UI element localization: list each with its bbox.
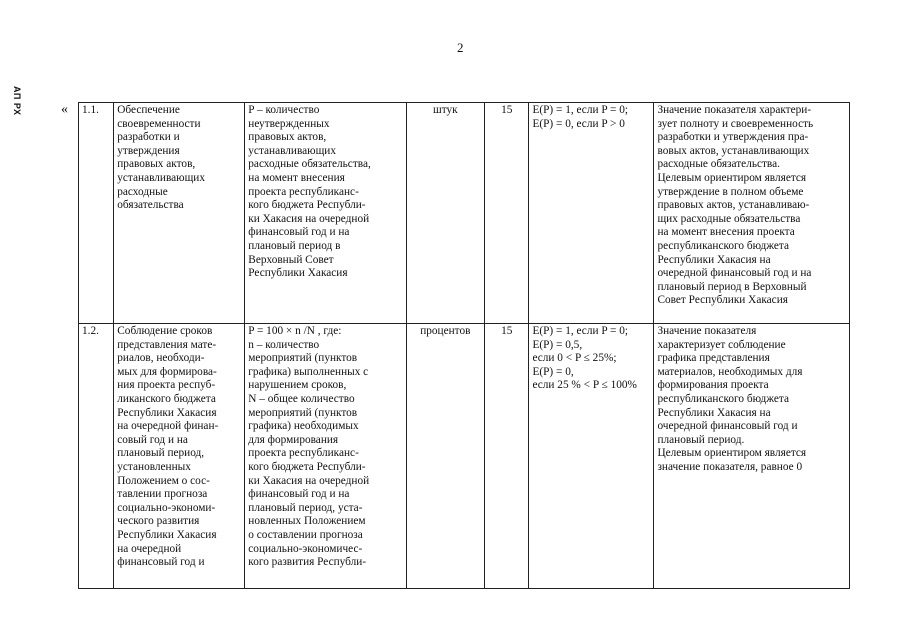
cell-line: своевременности [117, 117, 201, 130]
cell-line: E(P) = 1, если P = 0; [532, 325, 628, 337]
cell-line: Соблюдение сроков [117, 325, 213, 337]
indicator-weight: 15 [485, 324, 529, 589]
cell-line: P – количество [248, 104, 320, 116]
table-row [79, 324, 850, 589]
cell-line: обязательства [117, 199, 184, 212]
cell-line: графика) необходимых [248, 420, 359, 433]
cell-line: на очередной финан- [117, 420, 219, 433]
cell-line: ликанского бюджета [117, 392, 216, 405]
indicator-comment [654, 103, 850, 324]
cell-line: на очередной [117, 542, 182, 555]
cell-line: значение показателя, равное 0 [657, 460, 803, 473]
cell-line: плановый период, [117, 447, 205, 460]
cell-line: Республики Хакасия [117, 406, 217, 419]
indicator-formula [245, 324, 406, 589]
cell-line: мых для формирова- [117, 365, 217, 378]
table-row [79, 103, 850, 324]
cell-line: тавлении прогноза [117, 488, 208, 501]
cell-line: ния проекта респуб- [117, 379, 216, 392]
cell-line: Целевым ориентиром является [657, 447, 807, 460]
cell-line: республиканского бюджета [657, 239, 790, 252]
cell-line: на момент внесения проекта [657, 226, 795, 239]
indicator-conditions [529, 103, 654, 324]
cell-line: нарушением сроков, [248, 379, 347, 392]
indicator-name [114, 324, 245, 589]
cell-line: материалов, необходимых для [657, 365, 803, 378]
cell-line: ческого развития [117, 515, 200, 528]
cell-line: ки Хакасия на очередной [248, 474, 370, 487]
indicator-comment [654, 324, 850, 589]
cell-line: неутвержденных [248, 117, 330, 130]
cell-line: финансовый год и на [248, 226, 350, 239]
cell-line: графика представления [657, 352, 770, 365]
cell-line: Совет Республики Хакасия [657, 294, 788, 307]
cell-line: зует полноту и своевременность [657, 117, 814, 130]
cell-line: кого бюджета Республи- [248, 199, 366, 212]
cell-line: характеризует соблюдение [657, 338, 786, 351]
cell-line: представления мате- [117, 338, 217, 351]
cell-line: кого развития Республи- [248, 556, 367, 569]
indicator-unit: процентов [406, 324, 485, 589]
cell-line: расходные [117, 185, 168, 198]
cell-line: финансовый год и на [248, 488, 350, 501]
cell-line: Целевым ориентиром является [657, 171, 807, 184]
page-number: 2 [457, 40, 464, 55]
cell-line: если 25 % < P ≤ 100% [532, 379, 637, 392]
indicator-weight: 15 [485, 103, 529, 324]
cell-line: о составлении прогноза [248, 528, 363, 541]
cell-line: n – количество [248, 338, 320, 351]
cell-line: плановый период, уста- [248, 501, 363, 514]
cell-line: расходные обязательства, [248, 158, 371, 171]
cell-line: мероприятий (пунктов [248, 406, 358, 419]
cell-line: социально-экономичес- [248, 542, 363, 555]
cell-line: установленных [117, 460, 191, 473]
indicator-formula [245, 103, 406, 324]
row-number: 1.1. [79, 103, 114, 324]
cell-line: проекта республиканс- [248, 447, 359, 460]
cell-line: плановый период в [248, 239, 341, 252]
cell-line: кого бюджета Республи- [248, 460, 366, 473]
cell-line: правовых актов, [248, 131, 327, 144]
cell-line: Положением о сос- [117, 474, 210, 487]
cell-line: мероприятий (пунктов [248, 352, 358, 365]
cell-line: плановый период в Верховный [657, 280, 807, 293]
cell-line: на момент внесения [248, 171, 345, 184]
cell-line: риалов, необходи- [117, 352, 205, 365]
cell-line: очередной финансовый год и на [657, 267, 812, 280]
cell-line: разработки и утверждения пра- [657, 131, 809, 144]
indicators-table [78, 102, 850, 589]
cell-line: вовых актов, устанавливающих [657, 144, 810, 157]
indicator-conditions [529, 324, 654, 589]
cell-line: плановый период. [657, 433, 745, 446]
cell-line: P = 100 × n /N , где: [248, 325, 342, 337]
cell-line: E(P) = 0,5, [532, 338, 583, 351]
cell-line: Значение показателя [657, 325, 757, 337]
cell-line: если 0 < P ≤ 25%; [532, 352, 617, 365]
row-number: 1.2. [79, 324, 114, 589]
cell-line: новленных Положением [248, 515, 366, 528]
cell-line: Республики Хакасия на [657, 406, 771, 419]
cell-line: Республики Хакасия на [657, 253, 771, 266]
cell-line: Верховный Совет [248, 253, 334, 266]
cell-line: устанавливающих [248, 144, 336, 157]
cell-line: совый год и на [117, 433, 188, 446]
cell-line: правовых актов, устанавливаю- [657, 199, 810, 212]
cell-line: утверждение в полном объеме [657, 185, 804, 198]
side-stamp: АП РХ [12, 86, 22, 116]
cell-line: формирования проекта [657, 379, 769, 392]
cell-line: для формирования [248, 433, 339, 446]
cell-line: правовых актов, [117, 158, 196, 171]
cell-line: расходные обязательства. [657, 158, 780, 171]
cell-line: графика) выполненных с [248, 365, 369, 378]
cell-line: очередной финансовый год и [657, 420, 798, 433]
cell-line: социально-экономи- [117, 501, 216, 514]
cell-line: N – общее количество [248, 392, 355, 405]
cell-line: проекта республиканс- [248, 185, 359, 198]
opening-quote: « [61, 102, 68, 117]
cell-line: финансовый год и [117, 556, 205, 569]
indicator-name [114, 103, 245, 324]
cell-line: Обеспечение [117, 104, 180, 116]
cell-line: Значение показателя характери- [657, 104, 812, 116]
cell-line: Республики Хакасия [117, 528, 217, 541]
cell-line: E(P) = 0, если P > 0 [532, 117, 625, 130]
cell-line: ки Хакасия на очередной [248, 212, 370, 225]
indicator-unit: штук [406, 103, 485, 324]
cell-line: утверждения [117, 144, 180, 157]
cell-line: E(P) = 1, если P = 0; [532, 104, 628, 116]
cell-line: E(P) = 0, [532, 365, 574, 378]
cell-line: щих расходные обязательства [657, 212, 801, 225]
cell-line: республиканского бюджета [657, 392, 790, 405]
cell-line: Республики Хакасия [248, 267, 348, 280]
cell-line: разработки и [117, 131, 180, 144]
cell-line: устанавливающих [117, 171, 205, 184]
